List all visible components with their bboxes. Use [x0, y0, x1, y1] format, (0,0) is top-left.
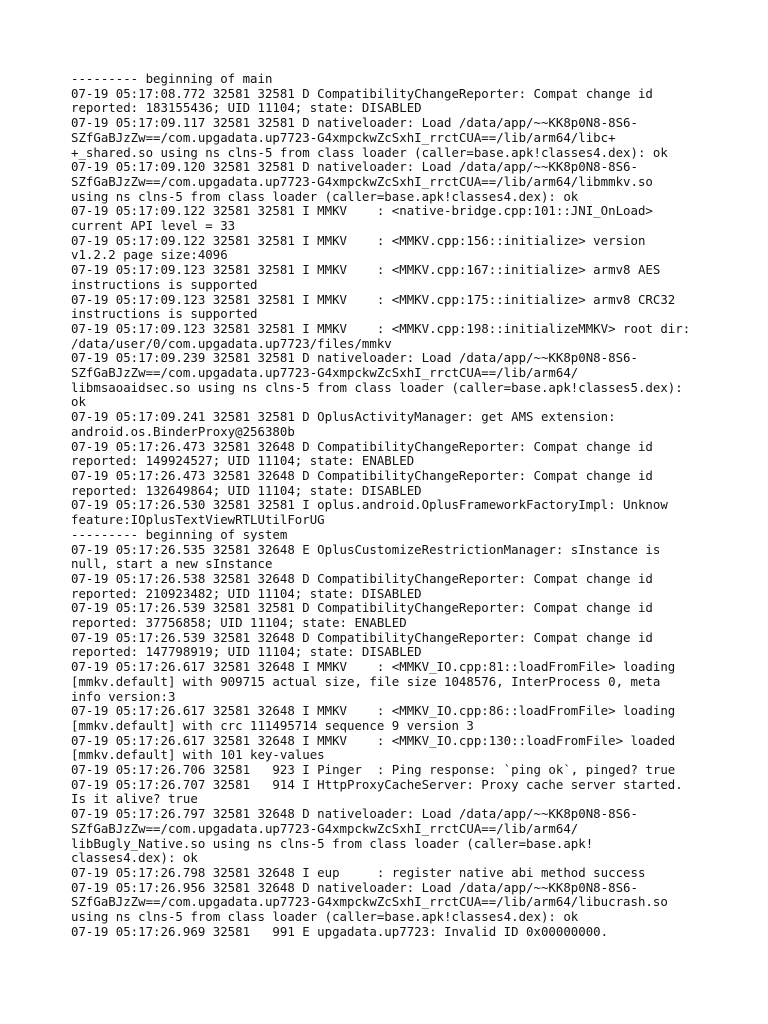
- log-line: reported: 132649864; UID 11104; state: DISABLED: [71, 482, 422, 498]
- log-line: 07-19 05:17:26.530 32581 32581 I oplus.android.OplusFrameworkFactoryImpl: Unknow: [71, 497, 668, 513]
- log-line: SZfGaBJzZw==/com.upgadata.up7723-G4xmpckwZcSxhI_rrctCUA==/lib/arm64/libucrash.so: [71, 894, 668, 910]
- log-line: [mmkv.default] with 101 key-values: [71, 747, 325, 763]
- log-line: SZfGaBJzZw==/com.upgadata.up7723-G4xmpckwZcSxhI_rrctCUA==/lib/arm64/libc+: [71, 129, 616, 145]
- log-line: SZfGaBJzZw==/com.upgadata.up7723-G4xmpckwZcSxhI_rrctCUA==/lib/arm64/: [71, 365, 579, 381]
- log-line: 07-19 05:17:09.122 32581 32581 I MMKV : <native-bridge.cpp:101::JNI_OnLoad>: [71, 203, 653, 219]
- log-line: 07-19 05:17:09.120 32581 32581 D nativeloader: Load /data/app/~~KK8p0N8-8S6-: [71, 159, 638, 175]
- log-line: reported: 37756858; UID 11104; state: ENABLED: [71, 615, 407, 631]
- log-line: 07-19 05:17:26.539 32581 32648 D CompatibilityChangeReporter: Compat change id: [71, 629, 653, 645]
- log-line: 07-19 05:17:26.617 32581 32648 I MMKV : <MMKV_IO.cpp:130::loadFromFile> loaded: [71, 732, 676, 748]
- log-line: 07-19 05:17:09.241 32581 32581 D OplusActivityManager: get AMS extension:: [71, 409, 616, 425]
- log-line: 07-19 05:17:26.617 32581 32648 I MMKV : <MMKV_IO.cpp:86::loadFromFile> loading: [71, 703, 676, 719]
- log-line: 07-19 05:17:26.473 32581 32648 D CompatibilityChangeReporter: Compat change id: [71, 438, 653, 454]
- log-line: [mmkv.default] with crc 111495714 sequence 9 version 3: [71, 717, 474, 733]
- log-line: SZfGaBJzZw==/com.upgadata.up7723-G4xmpckwZcSxhI_rrctCUA==/lib/arm64/: [71, 820, 579, 836]
- log-line: 07-19 05:17:09.123 32581 32581 I MMKV : <MMKV.cpp:198::initializeMMKV> root dir:: [71, 320, 691, 336]
- log-line: reported: 183155436; UID 11104; state: DISABLED: [71, 100, 422, 116]
- log-line: 07-19 05:17:26.956 32581 32648 D nativeloader: Load /data/app/~~KK8p0N8-8S6-: [71, 879, 638, 895]
- log-line: libBugly_Native.so using ns clns-5 from class loader (caller=base.apk!: [71, 835, 594, 851]
- log-line: null, start a new sInstance: [71, 556, 273, 572]
- log-line: /data/user/0/com.upgadata.up7723/files/mmkv: [71, 335, 392, 351]
- log-line: using ns clns-5 from class loader (caller=base.apk!classes4.dex): ok: [71, 909, 579, 925]
- log-line: 07-19 05:17:09.122 32581 32581 I MMKV : <MMKV.cpp:156::initialize> version: [71, 232, 646, 248]
- log-line: 07-19 05:17:26.707 32581 914 I HttpProxyCacheServer: Proxy cache server started.: [71, 776, 683, 792]
- log-line: 07-19 05:17:09.123 32581 32581 I MMKV : <MMKV.cpp:175::initialize> armv8 CRC32: [71, 291, 676, 307]
- log-line: 07-19 05:17:26.969 32581 991 E upgadata.up7723: Invalid ID 0x00000000.: [71, 923, 609, 939]
- log-line: 07-19 05:17:09.117 32581 32581 D nativeloader: Load /data/app/~~KK8p0N8-8S6-: [71, 115, 638, 131]
- log-line: [mmkv.default] with 909715 actual size, file size 1048576, InterProcess 0, meta: [71, 673, 661, 689]
- log-line: 07-19 05:17:26.535 32581 32648 E OplusCustomizeRestrictionManager: sInstance is: [71, 541, 661, 557]
- log-line: instructions is supported: [71, 306, 258, 322]
- log-line: instructions is supported: [71, 276, 258, 292]
- log-line: classes4.dex): ok: [71, 850, 198, 866]
- log-output: [71, 72, 701, 939]
- log-line: 07-19 05:17:09.123 32581 32581 I MMKV : <MMKV.cpp:167::initialize> armv8 AES: [71, 262, 661, 278]
- log-line: 07-19 05:17:26.538 32581 32648 D CompatibilityChangeReporter: Compat change id: [71, 570, 653, 586]
- log-line: libmsaoaidsec.so using ns clns-5 from class loader (caller=base.apk!classes5.dex):: [71, 379, 683, 395]
- log-line: SZfGaBJzZw==/com.upgadata.up7723-G4xmpckwZcSxhI_rrctCUA==/lib/arm64/libmmkv.so: [71, 173, 653, 189]
- log-line: 07-19 05:17:09.239 32581 32581 D nativeloader: Load /data/app/~~KK8p0N8-8S6-: [71, 350, 638, 366]
- log-line: feature:IOplusTextViewRTLUtilForUG: [71, 512, 325, 528]
- log-line: using ns clns-5 from class loader (caller=base.apk!classes4.dex): ok: [71, 188, 579, 204]
- log-line: android.os.BinderProxy@256380b: [71, 423, 295, 439]
- log-line: +_shared.so using ns clns-5 from class loader (caller=base.apk!classes4.dex): ok: [71, 144, 668, 160]
- log-line: 07-19 05:17:26.539 32581 32581 D CompatibilityChangeReporter: Compat change id: [71, 600, 653, 616]
- log-line: v1.2.2 page size:4096: [71, 247, 228, 263]
- log-line: 07-19 05:17:26.617 32581 32648 I MMKV : <MMKV_IO.cpp:81::loadFromFile> loading: [71, 659, 676, 675]
- log-line: reported: 147798919; UID 11104; state: DISABLED: [71, 644, 422, 660]
- log-line: 07-19 05:17:26.473 32581 32648 D CompatibilityChangeReporter: Compat change id: [71, 467, 653, 483]
- log-line: Is it alive? true: [71, 791, 198, 807]
- log-line: reported: 210923482; UID 11104; state: DISABLED: [71, 585, 422, 601]
- log-line: --------- beginning of system: [71, 526, 288, 542]
- log-line: 07-19 05:17:26.706 32581 923 I Pinger : Ping response: `ping ok`, pinged? true: [71, 762, 676, 778]
- log-line: reported: 149924527; UID 11104; state: ENABLED: [71, 453, 415, 469]
- log-line: 07-19 05:17:08.772 32581 32581 D CompatibilityChangeReporter: Compat change id: [71, 85, 653, 101]
- log-line: current API level = 33: [71, 218, 236, 234]
- log-line: ok: [71, 394, 86, 410]
- log-line: --------- beginning of main: [71, 71, 273, 86]
- log-line: info version:3: [71, 688, 176, 704]
- log-line: 07-19 05:17:26.798 32581 32648 I eup : register native abi method success: [71, 864, 646, 880]
- log-line: 07-19 05:17:26.797 32581 32648 D nativeloader: Load /data/app/~~KK8p0N8-8S6-: [71, 806, 638, 822]
